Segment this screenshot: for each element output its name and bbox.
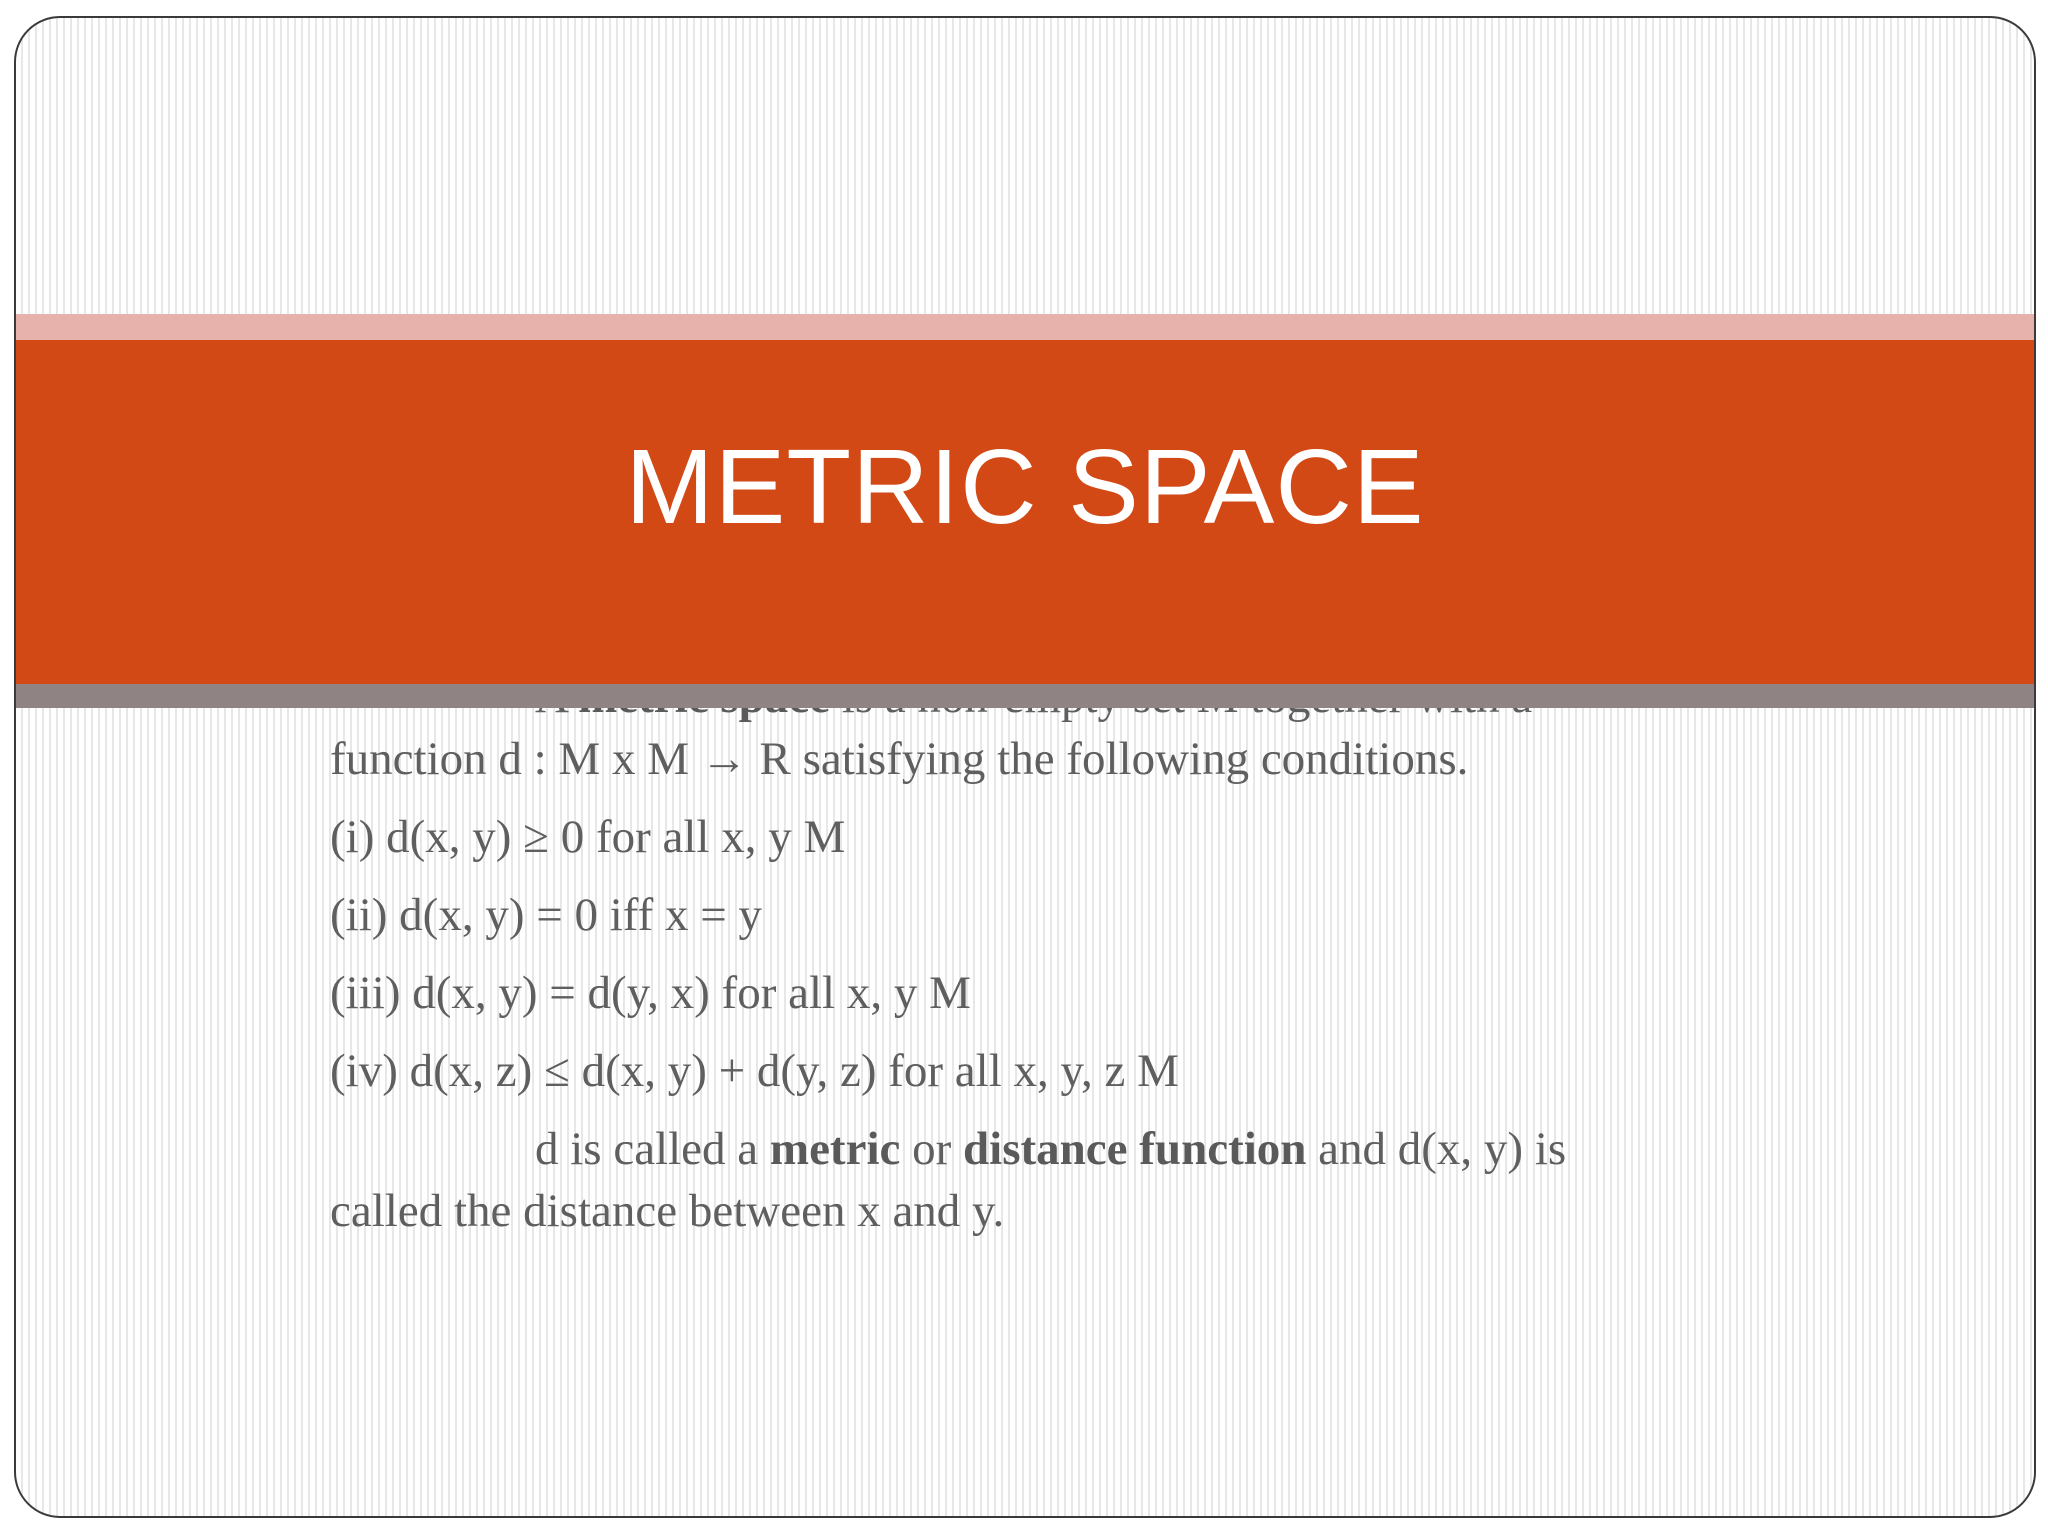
intro-line-2: function d : M x M → R satisfying the following conditions. bbox=[330, 733, 1469, 785]
condition-3: (iii) d(x, y) = d(y, x) for all x, y M bbox=[330, 967, 971, 1019]
closing-mid: or bbox=[912, 1123, 952, 1175]
closing-rest: and d(x, y) is bbox=[1318, 1123, 1567, 1175]
title-band-shadow bbox=[16, 684, 2034, 708]
title-band-highlight bbox=[16, 314, 2034, 340]
closing-line-1 bbox=[330, 1118, 1730, 1180]
closing-term-metric: metric bbox=[769, 1123, 901, 1175]
condition-4: (iv) d(x, z) ≤ d(x, y) + d(y, z) for all x, y, z M bbox=[330, 1045, 1179, 1097]
closing-line-2: called the distance between x and y. bbox=[330, 1185, 1005, 1237]
slide-title: METRIC SPACE bbox=[625, 428, 1425, 546]
condition-1: (i) d(x, y) ≥ 0 for all x, y M bbox=[330, 811, 846, 863]
slide-body bbox=[330, 666, 1730, 1242]
closing-lead: d is called a bbox=[535, 1123, 759, 1175]
slide-frame bbox=[14, 16, 2036, 1518]
closing-term-distance-function: distance function bbox=[963, 1123, 1307, 1175]
condition-2: (ii) d(x, y) = 0 iff x = y bbox=[330, 889, 762, 941]
